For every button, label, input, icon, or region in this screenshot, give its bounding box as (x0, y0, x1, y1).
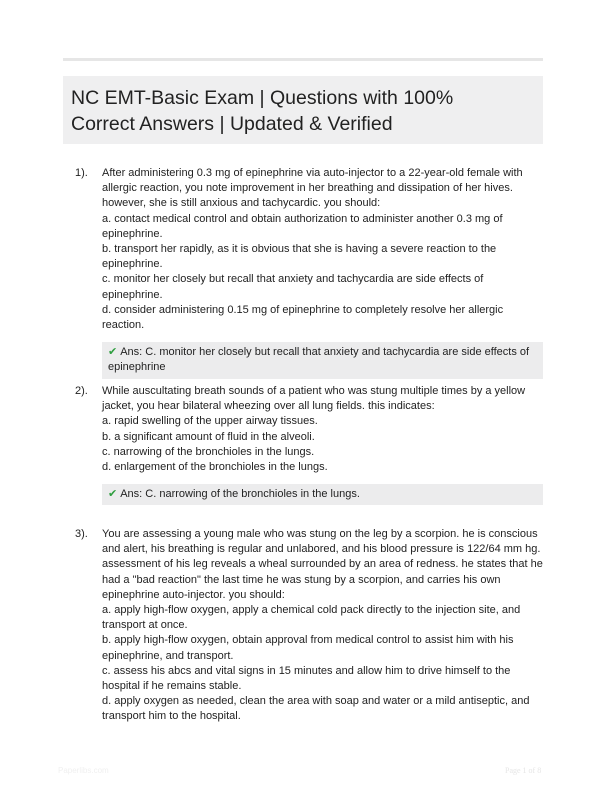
option-c: c. assess his abcs and vital signs in 15 minutes and allow him to drive himself to the (102, 664, 511, 677)
option-b: b. transport her rapidly, as it is obvious that she is having a severe reaction to the (102, 243, 497, 256)
question-number: 2). (75, 385, 88, 397)
question-1 (75, 166, 543, 379)
option-b: b. a significant amount of fluid in the alveoli. (102, 430, 315, 443)
question-line: and alert, his breathing is regular and unlabored, and his blood pressure is 122/64 mm hg. (102, 543, 541, 556)
question-line: had a "bad reaction" the last time he was stung by a scorpion, and carries his own (102, 573, 501, 586)
option-b-cont: epinephrine, and transport. (102, 649, 234, 662)
option-d: d. consider administering 0.15 mg of epinephrine to completely resolve her allergic (102, 303, 504, 316)
question-number: 3). (75, 528, 88, 540)
top-divider (63, 58, 543, 61)
option-a-cont: epinephrine. (102, 227, 163, 240)
question-line: You are assessing a young male who was stung on the leg by a scorpion. he is conscious (102, 528, 538, 540)
question-line: While auscultating breath sounds of a patient who was stung multiple times by a yellow (102, 385, 526, 397)
question-text (102, 384, 543, 475)
answer-box (102, 484, 543, 505)
option-b: b. apply high-flow oxygen, obtain approval from medical control to assist him with his (102, 634, 514, 647)
answer-box (102, 342, 543, 378)
option-a: a. contact medical control and obtain authorization to administer another 0.3 mg of (102, 212, 503, 225)
question-text (102, 166, 543, 333)
checkmark-icon: ✔ (108, 346, 118, 359)
option-a: a. rapid swelling of the upper airway tissues. (102, 415, 318, 428)
option-c: c. monitor her closely but recall that anxiety and tachycardia are side effects of epinephrine. (102, 273, 484, 301)
option-a: a. apply high-flow oxygen, apply a chemical cold pack directly to the injection site, and (102, 604, 521, 617)
option-d-cont: reaction. (102, 319, 145, 332)
option-a-cont: transport at once. (102, 619, 188, 632)
question-line: however, she is still anxious and tachycardic. you should: (102, 197, 381, 210)
question-line: allergic reaction, you note improvement in her breathing and dissipation of her hives. (102, 182, 513, 195)
question-line: jacket, you hear bilateral wheezing over all lung fields. this indicates: (102, 400, 435, 413)
document-title-line-1: NC EMT-Basic Exam | Questions with 100% (71, 87, 454, 109)
option-c-cont: hospital if he remains stable. (102, 680, 242, 693)
document-title-line-2: Correct Answers | Updated & Verified (71, 113, 393, 135)
option-b-cont: epinephrine. (102, 258, 163, 271)
page-number: Page 1 of 8 (505, 766, 542, 775)
question-line: After administering 0.3 mg of epinephrine via auto-injector to a 22-year-old female with (102, 167, 523, 179)
question-2 (75, 384, 543, 505)
footer-watermark: Paperlibs.com (58, 766, 109, 775)
question-line: assessment of his leg reveals a wheal surrounded by an area of redness. he states that he (102, 558, 543, 571)
answer-text-cont: epinephrine (108, 361, 166, 374)
option-c: c. narrowing of the bronchioles in the lungs. (102, 445, 315, 458)
option-d: d. apply oxygen as needed, clean the area with soap and water or a mild antiseptic, and (102, 695, 530, 708)
answer-text: Ans: C. monitor her closely but recall that anxiety and tachycardia are side effects of (120, 346, 530, 359)
answer-text: Ans: C. narrowing of the bronchioles in the lungs. (120, 488, 360, 501)
question-text (102, 527, 543, 725)
option-d: d. enlargement of the bronchioles in the lungs. (102, 461, 328, 474)
question-number: 1). (75, 167, 88, 179)
title-box (63, 76, 543, 144)
question-3 (75, 527, 543, 725)
option-d-cont: transport him to the hospital. (102, 710, 241, 723)
checkmark-icon: ✔ (108, 488, 118, 501)
question-line: epinephrine auto-injector. you should: (102, 588, 285, 601)
